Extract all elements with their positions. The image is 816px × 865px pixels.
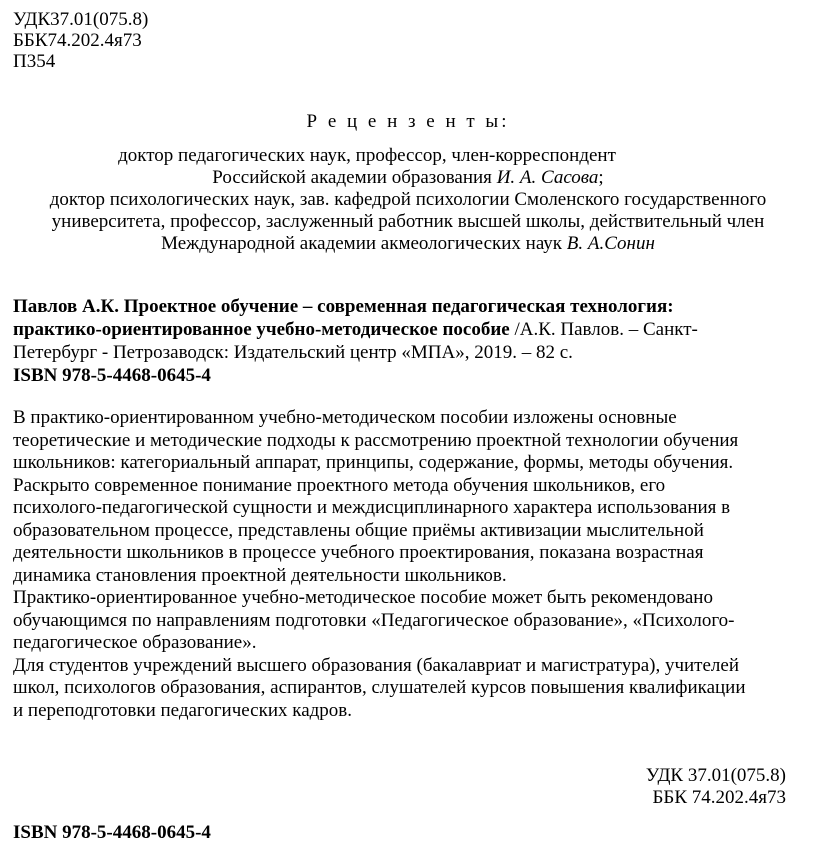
reviewers-block	[0, 145, 816, 255]
citation-isbn: ISBN 978-5-4468-0645-4	[13, 365, 211, 386]
annotation-line: Для студентов учреждений высшего образования (бакалавриат и магистратура), учителей	[13, 654, 739, 676]
citation-line2	[13, 319, 803, 342]
classification-codes	[13, 9, 148, 72]
footer-codes	[646, 765, 786, 809]
footer-isbn: ISBN 978-5-4468-0645-4	[13, 822, 211, 843]
reviewer1-line2	[0, 167, 816, 189]
annotation-line: В практико-ориентированном учебно-методическом пособии изложены основные	[13, 407, 677, 428]
annotation-line: обучающимся по направлениям подготовки «Педагогическое образование», «Психолого-	[13, 609, 735, 631]
annotation-line: школ, психологов образования, аспирантов, слушателей курсов повышения квалификации	[13, 677, 746, 698]
annotation-line: и переподготовки педагогических кадров.	[13, 699, 353, 721]
reviewer1-end: ;	[598, 167, 604, 188]
annotation-line: психолого-педагогической сущности и междисциплинарного характера использования в	[13, 497, 731, 518]
annotation-line: теоретические и методические подходы к рассмотрению проектной технологии обучения	[13, 429, 739, 451]
reviewer2-line2: университета, профессор, заслуженный работник высшей школы, действительный член	[51, 211, 765, 232]
citation-author: /А.К. Павлов. – Санкт-	[509, 319, 698, 340]
reviewer2-line3	[0, 233, 816, 255]
reviewer1-line1: доктор педагогических наук, профессор, член-корреспондент	[118, 145, 616, 166]
udk-code: УДК37.01(075.8)	[13, 9, 149, 30]
annotation-line: динамика становления проектной деятельности школьников.	[13, 564, 507, 586]
citation-line1: Павлов А.К. Проектное обучение – современная педагогическая технология:	[13, 296, 674, 317]
annotation-line: Раскрыто современное понимание проектного метода обучения школьников, его	[13, 474, 666, 496]
footer-udk: УДК 37.01(075.8)	[645, 765, 786, 786]
citation-line3: Петербург - Петрозаводск: Издательский центр «МПА», 2019. – 82 с.	[13, 342, 573, 363]
annotation-line: школьников: категориальный аппарат, принципы, содержание, формы, методы обучения.	[13, 452, 734, 473]
reviewer2-name: В. А.Сонин	[566, 233, 655, 254]
annotation-line: Практико-ориентированное учебно-методическое пособие может быть рекомендовано	[13, 587, 713, 608]
reviewer1-affiliation: Российской академии образования	[212, 167, 492, 188]
reviewer2-line1: доктор психологических наук, зав. кафедрой психологии Смоленского государственного	[49, 189, 767, 210]
reviewer2-affiliation: Международной академии акмеологических наук	[161, 233, 563, 254]
reviewer1-name: И. А. Сасова	[496, 167, 599, 188]
annotation-line: педагогическое образование».	[13, 632, 257, 653]
bbk-code: ББК74.202.4я73	[13, 30, 142, 51]
bibliographic-citation	[13, 296, 803, 388]
citation-subtitle: практико-ориентированное учебно-методическое пособие	[13, 319, 510, 340]
annotation-line: деятельности школьников в процессе учебного проектирования, показана возрастная	[13, 542, 704, 563]
reviewers-heading: Р е ц е н з е н т ы:	[306, 111, 510, 132]
footer-bbk: ББК 74.202.4я73	[652, 787, 786, 808]
author-mark: П354	[13, 51, 56, 72]
annotation-text	[13, 407, 803, 722]
annotation-line: образовательном процессе, представлены общие приёмы активизации мыслительной	[13, 519, 704, 541]
